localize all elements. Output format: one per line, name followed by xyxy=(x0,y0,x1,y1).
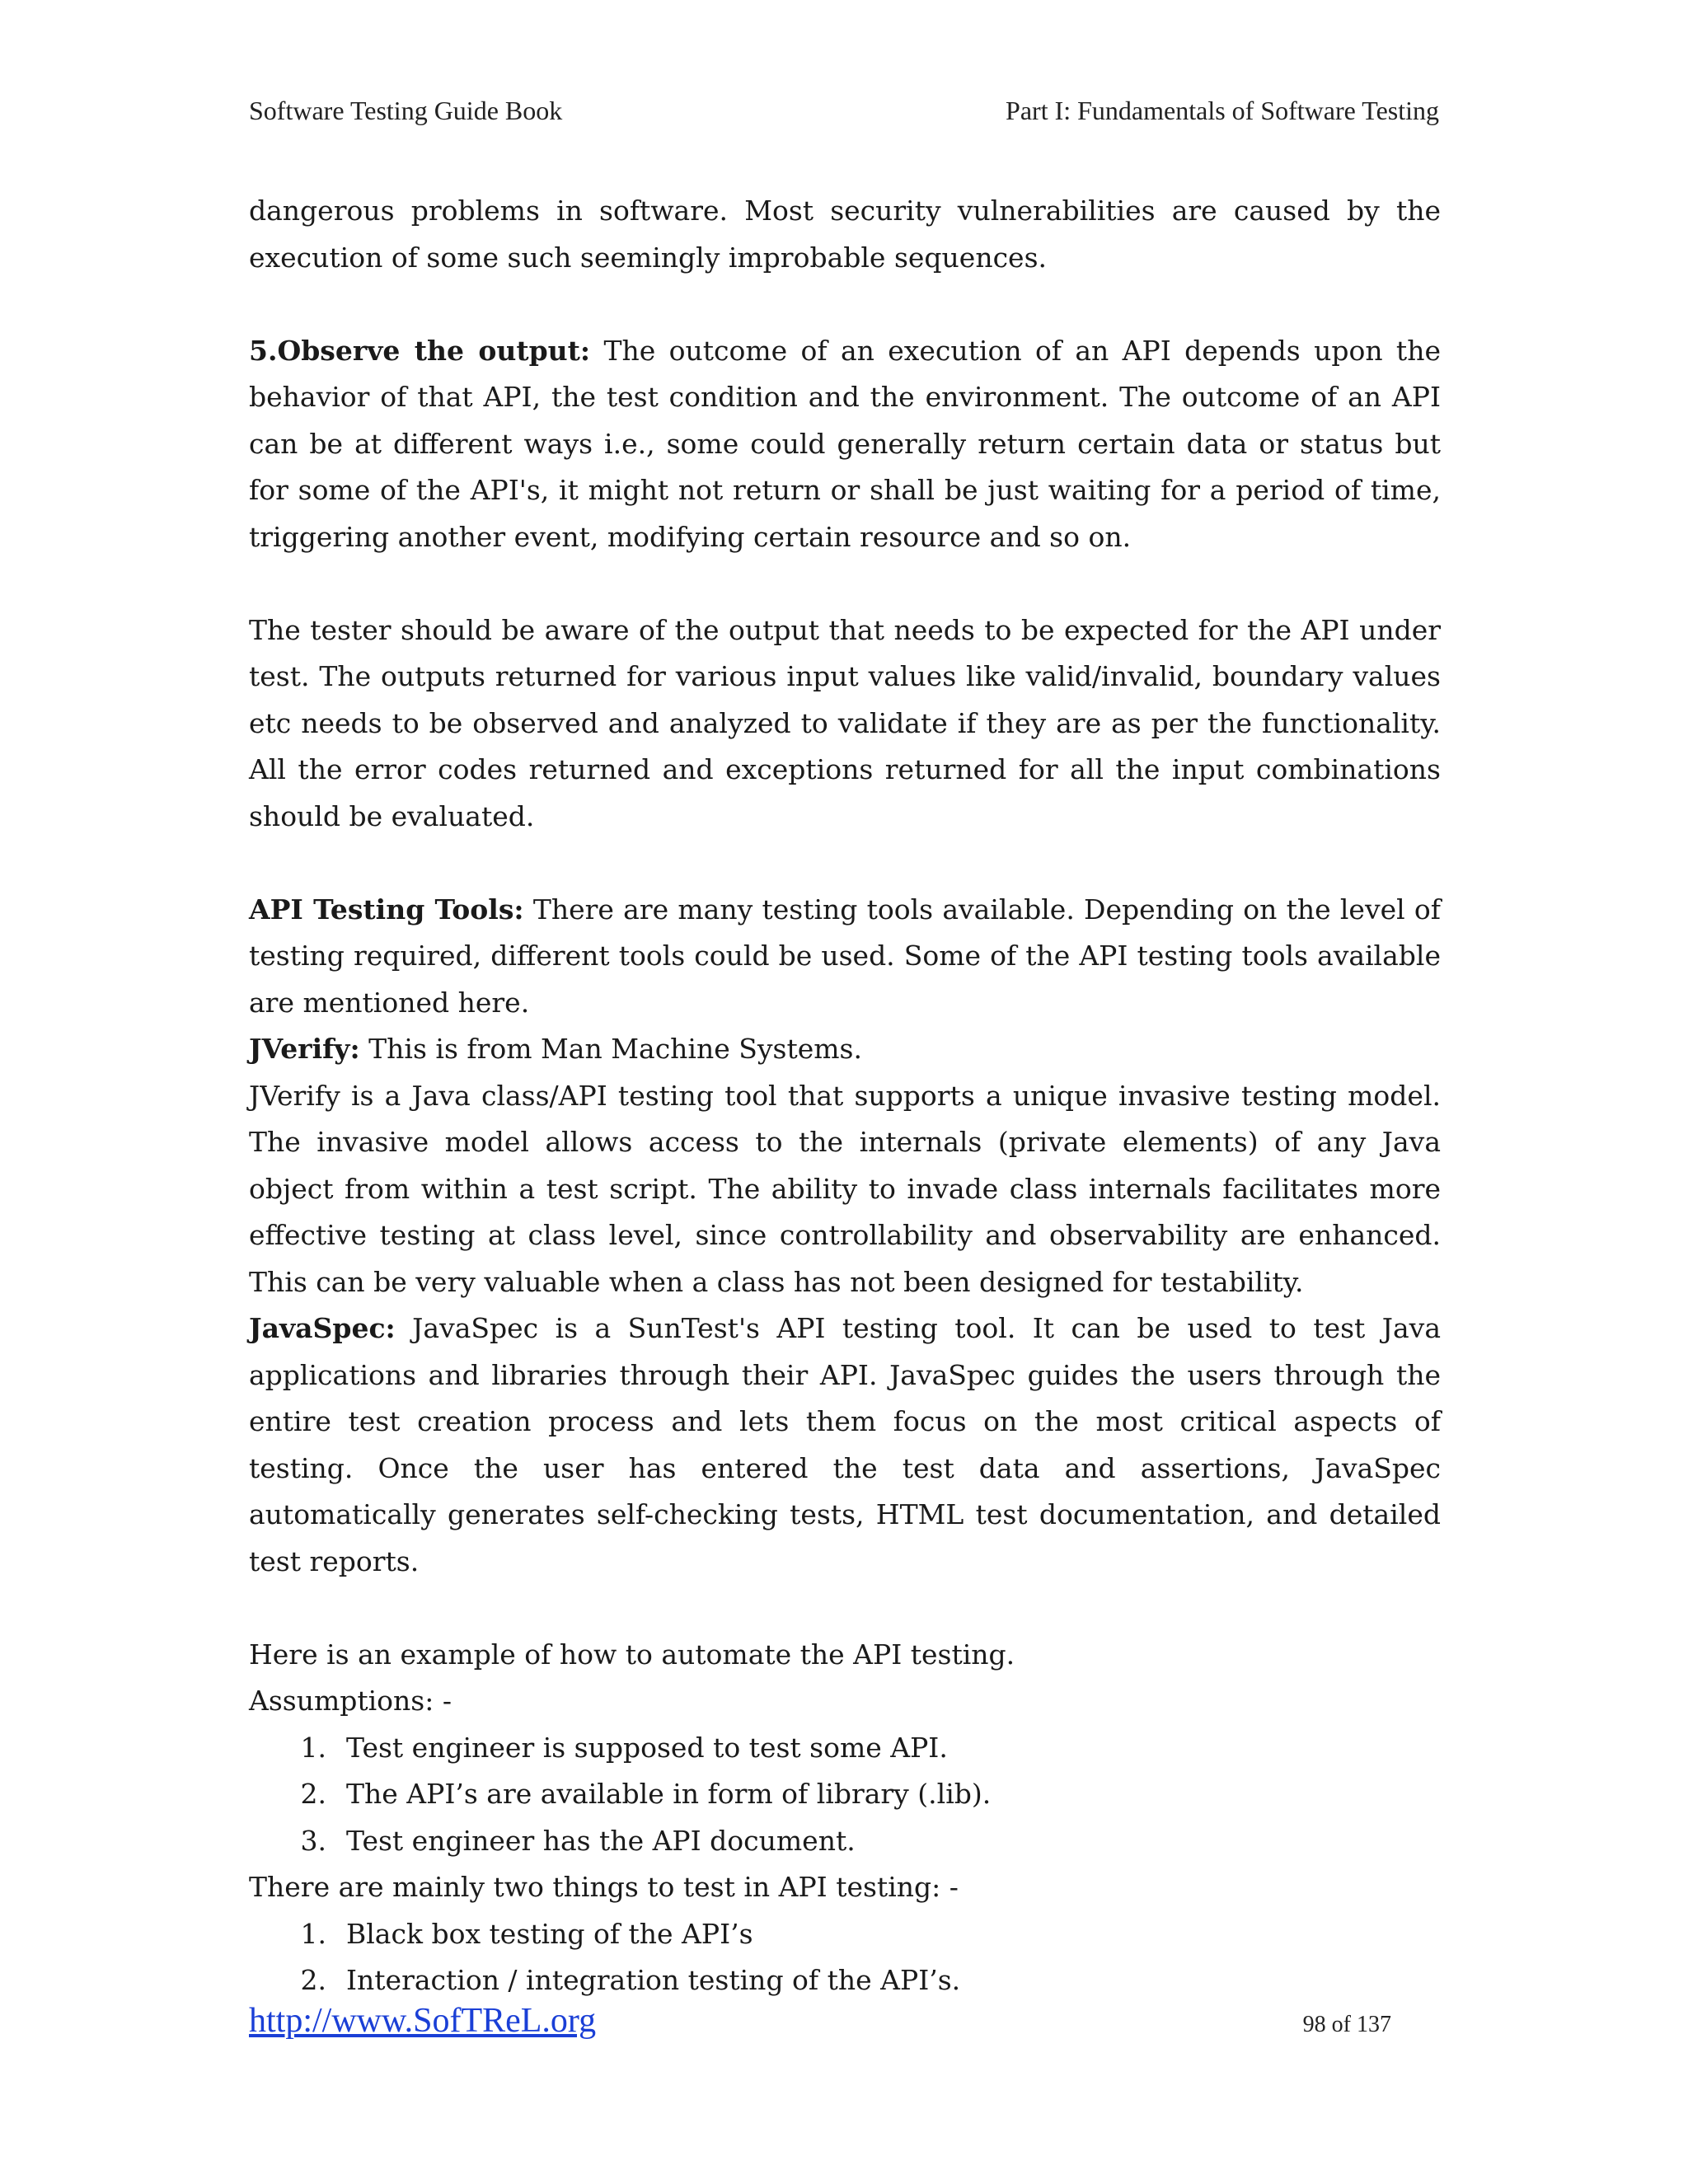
list-item xyxy=(249,1725,1441,1772)
page-number: 98 of 137 xyxy=(1302,2012,1391,2037)
paragraph-heading: API Testing Tools: xyxy=(249,893,524,926)
paragraph-heading: JavaSpec: xyxy=(249,1312,396,1344)
paragraph-jverify xyxy=(249,1026,1441,1073)
header-book-title: Software Testing Guide Book xyxy=(249,96,563,125)
paragraph: JVerify is a Java class/API testing tool that supports a unique invasive testing model. The invasive model allows access to the internals (private elements) of any Java object from within a test script. The ability to invade class internals facilitates more effective testing at class level, since controllability and observability are enhanced. This can be very valuable when a class has not been designed for testability. xyxy=(249,1079,1441,1298)
list-number: 3. xyxy=(300,1824,326,1857)
list-number: 1. xyxy=(300,1917,326,1950)
paragraph-heading: JVerify: xyxy=(249,1033,360,1065)
list-item xyxy=(249,1957,1441,2004)
paragraph-javaspec xyxy=(249,1305,1441,1585)
list-item-text: Black box testing of the API’s xyxy=(346,1917,753,1950)
paragraph-observe-output xyxy=(249,328,1441,561)
paragraph-text: JavaSpec is a SunTest's API testing tool. It can be used to test Java applications and libraries through their API. JavaSpec guides the users through the entire test creation process and lets them focus on the most critical aspects of testing. Once the user has entered the test data and assertions, JavaSpec automatically generates self-checking tests, HTML test documentation, and detailed test reports. xyxy=(249,1312,1441,1577)
page-footer xyxy=(249,2001,1441,2041)
list-item-text: Test engineer is supposed to test some API. xyxy=(346,1731,948,1764)
header-part-title: Part I: Fundamentals of Software Testing xyxy=(1006,96,1439,125)
paragraph: Here is an example of how to automate the API testing. xyxy=(249,1638,1015,1671)
things-to-test-list xyxy=(249,1911,1441,2004)
paragraph: dangerous problems in software. Most security vulnerabilities are caused by the execution of some such seemingly improbable sequences. xyxy=(249,194,1441,274)
list-item-text: The API’s are available in form of library (.lib). xyxy=(346,1778,992,1810)
paragraph-api-testing-tools xyxy=(249,887,1441,1027)
running-header xyxy=(249,96,1439,126)
paragraph: The tester should be aware of the output that needs to be expected for the API under test. The outputs returned for various input values like valid/invalid, boundary values etc needs to be observed and analyzed to validate if they are as per the functionality. All the error codes returned and exceptions returned for all the input combinations should be evaluated. xyxy=(249,613,1441,832)
body-text xyxy=(249,188,1441,2004)
paragraph-text: The outcome of an execution of an API depends upon the behavior of that API, the test condition and the environment. The outcome of an API can be at different ways i.e., some could generally return certain data or status but for some of the API's, it might not return or shall be just waiting for a period of time, triggering another event, modifying certain resource and so on. xyxy=(249,334,1441,553)
list-number: 2. xyxy=(300,1964,326,1996)
list-item xyxy=(249,1818,1441,1865)
paragraph-text: There are many testing tools available. Depending on the level of testing required, different tools could be used. Some of the API testing tools available are mentioned here. xyxy=(249,893,1441,1019)
list-item xyxy=(249,1911,1441,1958)
assumptions-list xyxy=(249,1725,1441,1865)
list-item-text: Test engineer has the API document. xyxy=(346,1824,856,1857)
paragraph: There are mainly two things to test in API testing: - xyxy=(249,1871,959,1903)
paragraph-heading: 5.Observe the output: xyxy=(249,334,591,367)
list-number: 2. xyxy=(300,1778,326,1810)
list-item-text: Interaction / integration testing of the API’s. xyxy=(346,1964,961,1996)
list-number: 1. xyxy=(300,1731,326,1764)
paragraph-text: This is from Man Machine Systems. xyxy=(359,1033,862,1065)
paragraph: Assumptions: - xyxy=(249,1685,452,1717)
list-item xyxy=(249,1771,1441,1818)
footer-website-link[interactable]: http://www.SofTReL.org xyxy=(249,2002,597,2040)
